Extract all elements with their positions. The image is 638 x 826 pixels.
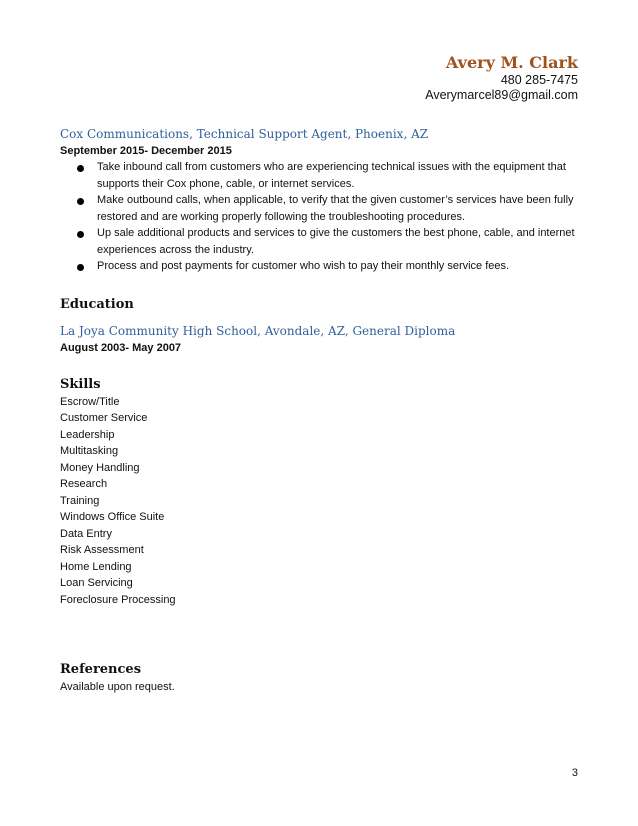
resume-header xyxy=(425,53,578,103)
skills-list xyxy=(60,394,578,609)
bullet-icon xyxy=(77,231,84,238)
skill-item: Windows Office Suite xyxy=(60,511,165,523)
skill-item: Foreclosure Processing xyxy=(60,593,176,606)
experience-entry xyxy=(60,125,578,275)
references-section xyxy=(60,661,578,695)
bullet-icon xyxy=(77,198,84,205)
skills-section xyxy=(60,376,578,609)
skill-item: Research xyxy=(60,478,108,490)
job-title: Cox Communications, Technical Support Agent, Phoenix, AZ xyxy=(60,127,429,141)
resume-body xyxy=(60,125,578,695)
job-duty-text: Process and post payments for customer who wish to pay their monthly service fees. xyxy=(97,260,510,272)
job-duty-text: Take inbound call from customers who are experiencing technical issues with the equipment that supports their Cox phone, cable, or internet services. xyxy=(97,161,566,190)
skills-heading: Skills xyxy=(60,376,101,392)
job-duty-item xyxy=(60,258,578,275)
skill-item: Loan Servicing xyxy=(60,577,133,589)
email-address: Averymarcel89@gmail.com xyxy=(425,88,578,102)
page-number: 3 xyxy=(571,767,578,779)
job-duty-text: Make outbound calls, when applicable, to verify that the given customer’s services have been fully restored and are working properly following the troubleshooting procedures. xyxy=(97,194,574,223)
skill-item: Money Handling xyxy=(60,461,140,474)
job-duties-list xyxy=(60,159,578,275)
job-duty-item xyxy=(60,159,578,192)
skill-item: Multitasking xyxy=(60,445,119,457)
candidate-name: Avery M. Clark xyxy=(445,53,578,72)
job-duty-item xyxy=(60,225,578,258)
references-text: Available upon request. xyxy=(60,681,175,693)
job-duty-item xyxy=(60,192,578,225)
skill-item: Home Lending xyxy=(60,560,132,573)
bullet-icon xyxy=(77,165,84,172)
skill-item: Leadership xyxy=(60,428,115,441)
phone-number: 480 285-7475 xyxy=(500,73,578,87)
education-dates: August 2003- May 2007 xyxy=(60,341,182,354)
references-heading: References xyxy=(60,662,142,677)
skill-item: Data Entry xyxy=(60,527,112,540)
skill-item: Risk Assessment xyxy=(60,544,144,556)
education-heading: Education xyxy=(60,296,134,312)
skill-item: Customer Service xyxy=(60,412,148,424)
skill-item: Training xyxy=(60,494,100,507)
education-section xyxy=(60,296,578,356)
skill-item: Escrow/Title xyxy=(60,395,120,408)
school-entry: La Joya Community High School, Avondale, AZ, General Diploma xyxy=(60,323,456,338)
job-duty-text: Up sale additional products and services to give the customers the best phone, cable, and internet experiences across the industry. xyxy=(97,227,575,256)
job-dates: September 2015- December 2015 xyxy=(60,145,232,157)
bullet-icon xyxy=(77,264,84,271)
